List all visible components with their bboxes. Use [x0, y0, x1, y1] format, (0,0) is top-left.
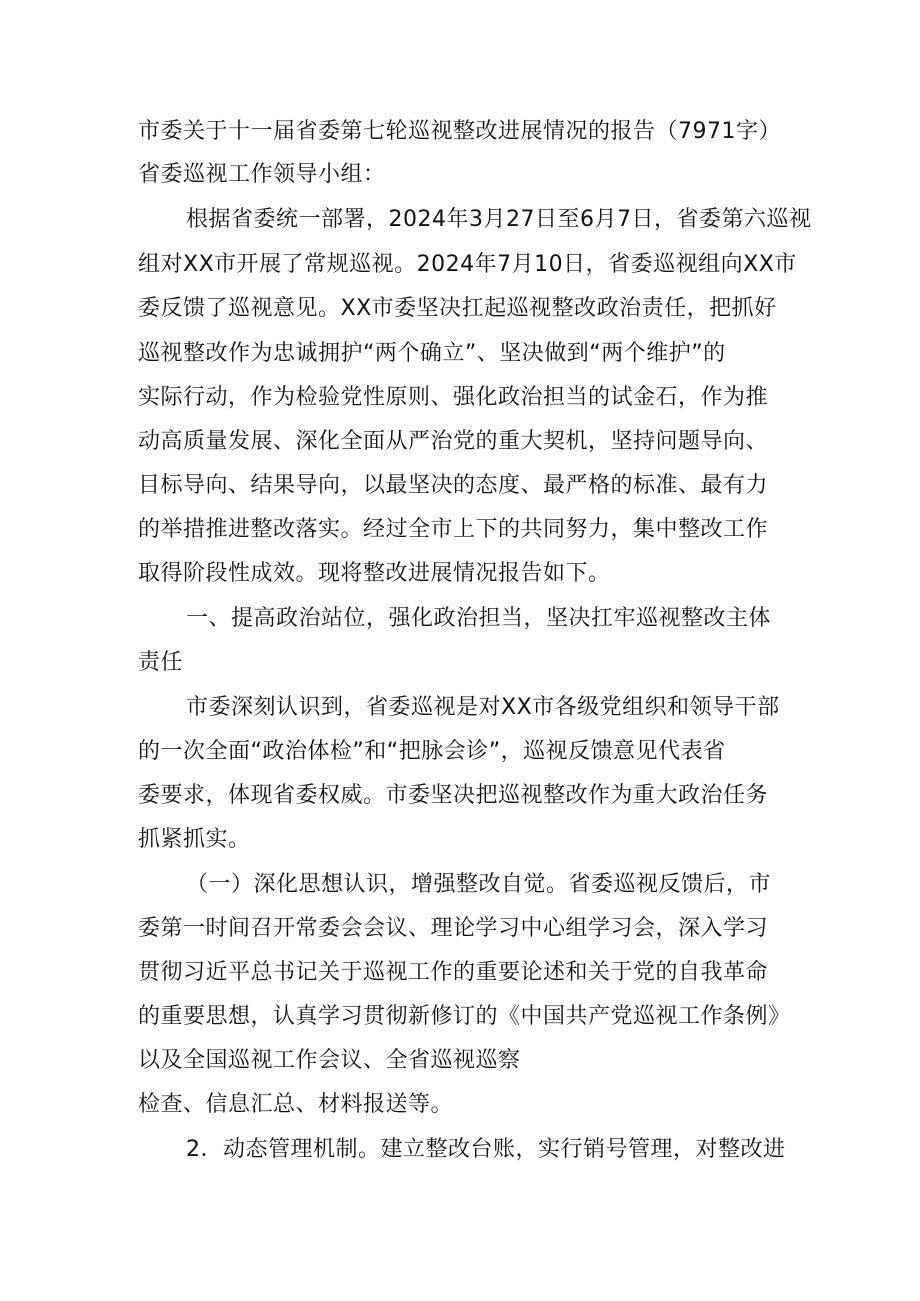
paragraph-1-line-8: 的举措推进整改落实。经过全市上下的共同努力，集中整改工作 [138, 517, 769, 542]
paragraph-2-line-2: 的一次全面“政治体检”和“把脉会诊”，巡视反馈意见代表省 [138, 739, 726, 764]
fragment-line: 检查、信息汇总、材料报送等。 [138, 1092, 454, 1117]
paragraph-2-line-1: 市委深刻认识到，省委巡视是对XX市各级党组织和领导干部 [186, 695, 780, 720]
addressee-line: 省委巡视工作领导小组： [138, 162, 386, 187]
paragraph-1-line-2: 组对XX市开展了常规巡视。2024年7月10日，省委巡视组向XX市 [138, 252, 797, 277]
paragraph-1-line-3: 委反馈了巡视意见。XX市委坚决扛起巡视整改政治责任，把抓好 [138, 296, 777, 321]
paragraph-1-line-5: 实际行动，作为检验党性原则、强化政治担当的试金石，作为推 [138, 385, 769, 410]
paragraph-3-line-1: （一）深化思想认识，增强整改自觉。省委巡视反馈后，市 [186, 872, 772, 897]
paragraph-1-line-1: 根据省委统一部署，2024年3月27日至6月7日，省委第六巡视 [186, 207, 812, 232]
paragraph-3-line-3: 贯彻习近平总书记关于巡视工作的重要论述和关于党的自我革命 [138, 960, 769, 985]
numbered-item-2: 2．动态管理机制。建立整改台账，实行销号管理，对整改进 [186, 1137, 786, 1162]
paragraph-3-line-4: 的重要思想，认真学习贯彻新修订的《中国共产党巡视工作条例》 [138, 1004, 791, 1029]
paragraph-2-line-3: 委要求，体现省委权威。市委坚决把巡视整改作为重大政治任务 [138, 783, 769, 808]
paragraph-1-line-4: 巡视整改作为忠诚拥护“两个确立”、坚决做到“两个维护”的 [138, 341, 726, 366]
paragraph-1-line-7: 目标导向、结果导向，以最坚决的态度、最严格的标准、最有力 [138, 473, 769, 498]
section-heading-1-line-2: 责任 [138, 650, 184, 675]
paragraph-3-line-2: 委第一时间召开常委会会议、理论学习中心组学习会，深入学习 [138, 916, 769, 941]
section-heading-1-line-1: 一、提高政治站位，强化政治担当，坚决扛牢巡视整改主体 [186, 606, 772, 631]
paragraph-1-line-6: 动高质量发展、深化全面从严治党的重大契机，坚持问题导向、 [138, 429, 769, 454]
paragraph-3-line-5: 以及全国巡视工作会议、全省巡视巡察 [138, 1048, 521, 1073]
paragraph-1-line-9: 取得阶段性成效。现将整改进展情况报告如下。 [138, 561, 611, 586]
paragraph-2-line-4: 抓紧抓实。 [138, 827, 251, 852]
report-title: 市委关于十一届省委第七轮巡视整改进展情况的报告（7971字） [138, 119, 781, 144]
